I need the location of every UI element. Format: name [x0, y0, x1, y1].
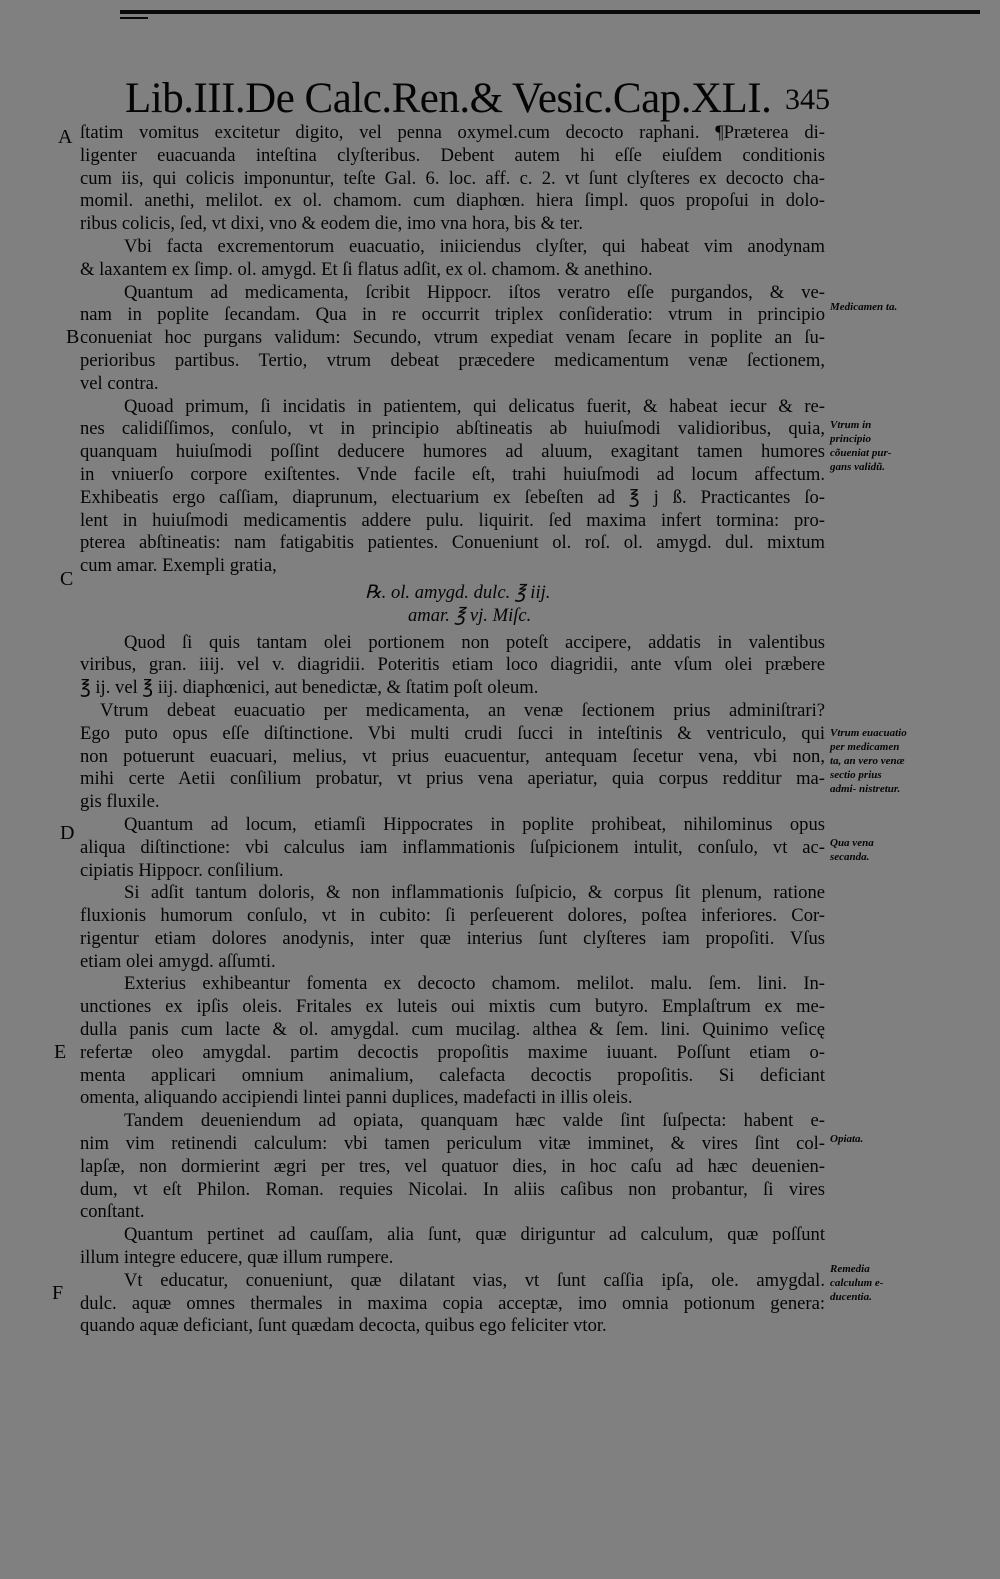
- text-line: Exterius exhibeantur fomenta ex decocto chamom. melilot. malu. ſem. lini. In-: [124, 973, 825, 995]
- text-line: pterea abſtineatis: nam fatigabitis patientes. Conueniunt ol. roſ. ol. amygd. dul. mixtum: [80, 532, 825, 554]
- top-rule-mark: [120, 17, 148, 19]
- section-letter-f: F: [52, 1282, 64, 1304]
- text-line: vel contra.: [80, 372, 159, 394]
- text-line: in vniuerſo corpore exiſtentes. Vnde facile eſt, trahi huiuſmodi ad locum affectum.: [80, 463, 825, 485]
- running-title: Lib.III.De Calc.Ren.& Vesic.Cap.XLI.: [125, 75, 772, 122]
- section-letter-b: B: [66, 326, 80, 348]
- text-line: nim vim retinendi calculum: vbi tamen periculum vitæ imminet, & vires ſint col-: [80, 1133, 825, 1155]
- text-line: Si adſit tantum doloris, & non inflammationis ſuſpicio, & corpus ſit plenum, ratione: [124, 882, 825, 904]
- section-letter-a: A: [58, 126, 73, 148]
- section-letter-c: C: [60, 568, 74, 590]
- text-line: fluxionis humorum conſulo, vt in cubito: ſi perſeuerent dolores, poſtea inferiores. Cor-: [80, 905, 825, 927]
- section-letter-d: D: [60, 822, 75, 844]
- text-line: Vbi facta excrementorum euacuatio, iniiciendus clyſter, qui habeat vim anodynam: [124, 235, 825, 257]
- text-line: ℥ ij. vel ℥ iij. diaphœnici, aut benedictæ, & ſtatim poſt oleum.: [80, 677, 539, 699]
- text-line: conſtant.: [80, 1201, 145, 1223]
- text-line: etiam olei amygd. aſſumti.: [80, 950, 276, 972]
- text-line: non potuerunt euacuari, melius, vt prius euacuentur, antequam ſecetur vena, vbi non,: [80, 745, 825, 767]
- body-text: [80, 122, 825, 1338]
- top-rule: [120, 10, 980, 14]
- text-line: menta applicari omnium animalium, calefacta decoctis propoſitis. Si deficiant: [80, 1064, 825, 1086]
- text-line: mihi certe Aetii conſilium probatur, vt prius vena aperiatur, quia corpus redditur ma-: [80, 768, 825, 790]
- recipe-line: amar. ℥ vj. Miſc.: [408, 604, 532, 626]
- text-line: illum integre educere, quæ illum rumpere.: [80, 1247, 394, 1269]
- text-line: Vt educatur, conueniunt, quæ dilatant vias, vt ſunt caſſia ipſa, ole. amygdal.: [124, 1269, 825, 1291]
- text-line: refertæ oleo amygdal. partim decoctis propoſitis maxime iuuant. Poſſunt etiam o-: [80, 1041, 825, 1063]
- text-line: aliqua diſtinctione: vbi calculus iam inflammationis ſuſpicionem intulit, conſulo, vt ac-: [80, 836, 825, 858]
- text-line: & laxantem ex ſimp. ol. amygd. Et ſi flatus adſit, ex ol. chamom. & anethino.: [80, 258, 653, 280]
- text-line: Quantum ad locum, etiamſi Hippocrates in poplite prohibeat, nihilominus opus: [124, 813, 825, 835]
- text-line: cum amar. Exempli gratia,: [80, 555, 277, 577]
- text-line: Quantum pertinet ad cauſſam, alia ſunt, quæ diriguntur ad calculum, quæ poſſunt: [124, 1224, 825, 1246]
- text-line: ribus colicis, ſed, vt dixi, vno & eodem die, imo vna hora, bis & ter.: [80, 213, 583, 235]
- recipe-line: ℞. ol. amygd. dulc. ℥ iij.: [365, 581, 551, 603]
- text-line: viribus, gran. iiij. vel v. diagridii. Poteritis etiam loco diagridii, ante vſum olei præbere: [80, 654, 825, 676]
- text-line: cum iis, qui colicis imponuntur, teſte Gal. 6. loc. aff. c. 2. vt ſunt clyſteres ex decocto cha-: [80, 167, 825, 189]
- text-line: perioribus partibus. Tertio, vtrum debeat præcedere medicamentum venæ ſectionem,: [80, 349, 825, 371]
- text-line: unctiones ex ipſis oleis. Fritales ex luteis oui mixtis cum butyro. Emplaſtrum ex me-: [80, 996, 825, 1018]
- text-line: rigentur etiam dolores anodynis, inter quæ interius ſunt clyſteres iam propoſiti. Vſus: [80, 927, 825, 949]
- section-letter-e: E: [54, 1041, 67, 1063]
- margin-note-opiata: Opiata.: [830, 1133, 864, 1145]
- text-line: Exhibeatis ergo caſſiam, diaprunum, electuarium ex ſebeſten ad ℥ j ß. Practicantes ſo-: [80, 486, 825, 508]
- text-line: dulc. aquæ omnes thermales in maxima copia acceptæ, imo omnia potionum genera:: [80, 1292, 825, 1314]
- text-line: gis fluxile.: [80, 791, 160, 813]
- text-line: nam in poplite ſecandam. Qua in re occurrit triplex conſideratio: vtrum in principio: [80, 304, 825, 326]
- text-line: quando aquæ deficiant, ſunt quædam decocta, quibus ego feliciter vtor.: [80, 1315, 607, 1337]
- margin-note-purgans: Vtrum in principio cõueniat pur- gans validũ.: [830, 419, 892, 473]
- text-line: dum, vt eſt Philon. Roman. requies Nicolai. In aliis caſibus non probantur, ſi vires: [80, 1178, 825, 1200]
- text-line: Tandem deueniendum ad opiata, quanquam hæc valde ſint ſuſpecta: habent e-: [124, 1110, 825, 1132]
- margin-note-medicamenta: Medicamen ta.: [830, 301, 898, 313]
- text-line: Quod ſi quis tantam olei portionem non poteſt accipere, addatis in valentibus: [124, 631, 825, 653]
- text-line: momil. anethi, melilot. ex ol. chamom. cum diaphœn. hiera ſimpl. quos propoſui in dolo-: [80, 190, 825, 212]
- text-line: Ego puto opus eſſe diſtinctione. Vbi multi crudi ſucci in inteſtinis & ventriculo, qui: [80, 722, 825, 744]
- text-line: dulla panis cum lacte & ol. amygdal. cum mucilag. althea & ſem. lini. Quinimo veſicę: [80, 1019, 825, 1041]
- text-line: omenta, aliquando accipiendi lintei panni duplices, madefacti in illis oleis.: [80, 1087, 633, 1109]
- text-line: lapſæ, non dormierint ægri per tres, vel quatuor dies, in hoc caſu ad hæc deuenien-: [80, 1155, 825, 1177]
- text-line: nes calidiſſimos, conſulo, vt in principio abſtineatis ab huiuſmodi validioribus, quia,: [80, 418, 825, 440]
- text-line: Quoad primum, ſi incidatis in patientem, qui delicatus fuerit, & habeat iecur & re-: [124, 395, 825, 417]
- text-line: Vtrum debeat euacuatio per medicamenta, an venæ ſectionem prius adminiſtrari?: [100, 699, 825, 721]
- running-header: [125, 74, 830, 124]
- text-line: ligenter euacuanda inteſtina clyſteribus. Debent autem hi eſſe eiuſdem conditionis: [80, 144, 825, 166]
- text-line: lent in huiuſmodi medicamentis addere pulu. liquirit. ſed maxima infert tormina: pro-: [80, 509, 825, 531]
- page-number: 345: [785, 83, 830, 116]
- margin-note-venae-sectio: Vtrum euacuatio per medicamen ta, an vero venæ sectio prius admi- nistretur.: [830, 727, 907, 795]
- text-line: cipiatis Hippocr. conſilium.: [80, 859, 284, 881]
- margin-note-remedia: Remedia calculum e- ducentia.: [830, 1263, 884, 1303]
- text-line: quanquam huiuſmodi poſſint deducere humores ad aluum, exagitant tamen humores: [80, 441, 825, 463]
- margin-note-vena-secanda: Qua vena secanda.: [830, 837, 874, 863]
- text-line: conueniat hoc purgans validum: Secundo, vtrum expediat venam ſecare in poplite an ſu-: [80, 327, 825, 349]
- text-line: ſtatim vomitus excitetur digito, vel penna oxymel.cum decocto raphani. ¶Præterea di-: [80, 122, 825, 143]
- text-line: Quantum ad medicamenta, ſcribit Hippocr. iſtos veratro eſſe purgandos, & ve-: [124, 281, 825, 303]
